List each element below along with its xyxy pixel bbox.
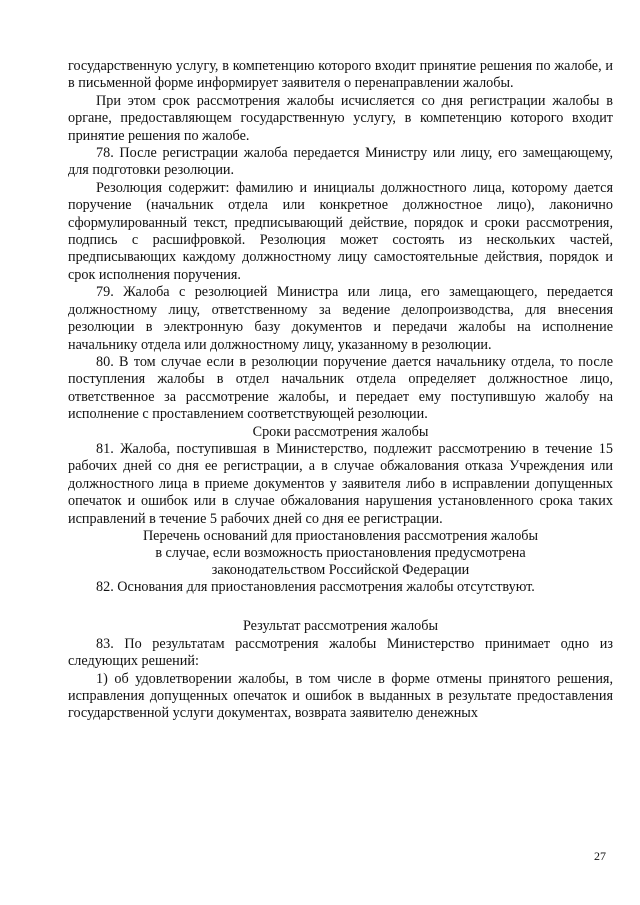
heading-line: законодательством Российской Федерации xyxy=(211,561,470,578)
paragraph-82: 82. Основания для приостановления рассмотрения жалобы отсутствуют. xyxy=(96,578,535,595)
paragraph-79: 79. Жалоба с резолюцией Министра или лица, его замещающего, передается должностному лицу, ответственному за ведение делопроизводства, для внесения резолюции в электронную базу документов и передачи жалобы на исполнение начальнику отдела или должностному лицу, указанному в резолюции. xyxy=(68,284,613,353)
section-heading xyxy=(68,528,613,579)
paragraph-78: 78. После регистрации жалоба передается Министру или лицу, его замещающему, для подготовки резолюции. xyxy=(68,145,613,179)
section-heading: Сроки рассмотрения жалобы xyxy=(252,423,429,440)
heading-line: в случае, если возможность приостановления предусмотрена xyxy=(155,544,526,561)
paragraph-81: 81. Жалоба, поступившая в Министерство, подлежит рассмотрению в течение 15 рабочих дней со дня ее регистрации, а в случае обжалования отказа Учреждения или должностного лица в приеме документов у заявителя либо в исправлении допущенных опечаток и ошибок или в случае обжалования нарушения установленного срока таких исправлений в течение 5 рабочих дней со дня ее регистрации. xyxy=(68,440,613,527)
paragraph-83: 83. По результатам рассмотрения жалобы Министерство принимает одно из следующих решений: xyxy=(68,635,613,670)
section-heading: Результат рассмотрения жалобы xyxy=(242,618,439,635)
paragraph-80: 80. В том случае если в резолюции поручение дается начальнику отдела, то после поступления жалобы в отдел начальник отдела определяет должностное лицо, ответственное за рассмотрение жалобы, и передает ему поступившую жалобу на исполнение с проставлением соответствующей резолюции. xyxy=(68,353,613,423)
paragraph-83-item-1: 1) об удовлетворении жалобы, в том числе в форме отмены принятого решения, исправления допущенных опечаток и ошибок в выданных в результате предоставления государственной услуги документах, возврата заявителю денежных xyxy=(68,670,613,722)
paragraph: При этом срок рассмотрения жалобы исчисляется со дня регистрации жалобы в органе, предоставляющем государственную услугу, в компетенцию которого входит принятие решения по жалобе. xyxy=(68,92,613,144)
paragraph: Резолюция содержит: фамилию и инициалы должностного лица, которому дается поручение (начальник отдела или конкретное должностное лицо), лаконично сформулированный текст, предписывающий действие, порядок и сроки рассмотрения, подпись с расшифровкой. Резолюция может состоять из нескольких частей, предписывающих каждому должностному лицу самостоятельные действия, порядок и срок исполнения поручения. xyxy=(68,179,613,283)
page-number: 27 xyxy=(594,849,606,863)
document-body xyxy=(68,58,613,723)
heading-line: Перечень оснований для приостановления рассмотрения жалобы xyxy=(142,527,539,544)
paragraph: государственную услугу, в компетенцию которого входит принятие решения по жалобе, и в письменной форме информирует заявителя о перенаправлении жалобы. xyxy=(68,58,613,92)
